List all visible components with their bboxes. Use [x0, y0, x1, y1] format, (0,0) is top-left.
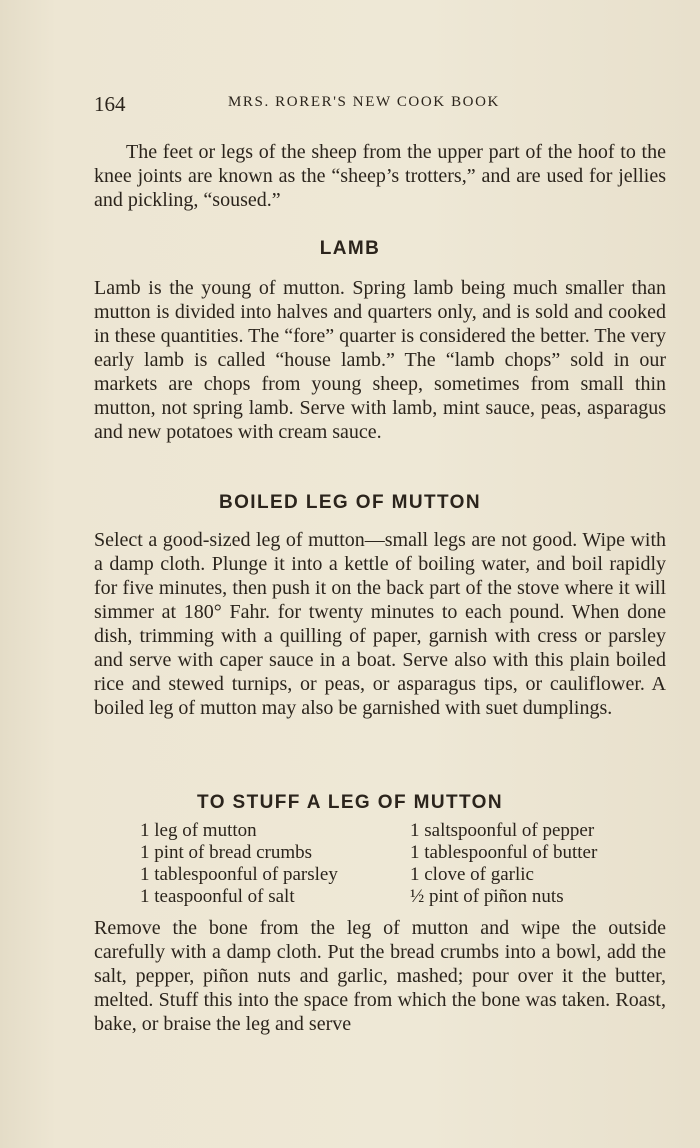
ingredient-item: 1 saltspoonful of pepper [410, 820, 595, 841]
ingredient-item: 1 tablespoonful of parsley [140, 864, 338, 885]
section-heading-boiled-leg: BOILED LEG OF MUTTON [219, 492, 481, 513]
stuff-leg-paragraph: Remove the bone from the leg of mutton and wipe the outside carefully with a damp cloth. Put the bread crumbs into a bowl, add the salt, pepper, piñon nuts and garlic, mashed; pour over it the butter, melted. Stuff this into the space from which the bone was taken. Roast, bake, or braise the leg and serve [94, 917, 666, 1035]
section-heading-stuff-leg: TO STUFF A LEG OF MUTTON [197, 792, 503, 813]
ingredient-item: 1 teaspoonful of salt [140, 886, 295, 907]
section-heading-lamb: LAMB [319, 238, 381, 259]
running-head [94, 92, 564, 116]
page-number: 164 [94, 92, 126, 116]
ingredient-item: 1 leg of mutton [140, 820, 257, 841]
lamb-paragraph-block [94, 276, 666, 444]
boiled-leg-paragraph-block [94, 528, 666, 720]
ingredients-right-column [410, 820, 597, 908]
book-title: MRS. RORER'S NEW COOK BOOK [228, 94, 500, 110]
ingredient-item: 1 pint of bread crumbs [140, 842, 313, 863]
intro-paragraph-block [94, 140, 666, 212]
ingredients-left-column [140, 820, 338, 908]
ingredient-item: 1 tablespoonful of butter [410, 842, 598, 863]
ingredient-item: ½ pint of piñon nuts [410, 886, 564, 907]
lamb-paragraph: Lamb is the young of mutton. Spring lamb being much smaller than mutton is divided into halves and quarters only, and is sold and cooked in these quantities. The “fore” quarter is considered the better. The very early lamb is called “house lamb.” The “lamb chops” sold in our markets are chops from young sheep, sometimes from small thin mutton, not spring lamb. Serve with lamb, mint sauce, peas, asparagus and new potatoes with cream sauce. [94, 277, 666, 443]
intro-paragraph: The feet or legs of the sheep from the upper part of the hoof to the knee joints are known as the “sheep’s trotters,” and are used for jellies and pickling, “soused.” [94, 141, 666, 211]
ingredient-item: 1 clove of garlic [410, 864, 534, 885]
ingredients-list [140, 820, 660, 912]
stuff-leg-paragraph-block [94, 916, 666, 1036]
boiled-leg-paragraph: Select a good-sized leg of mutton—small legs are not good. Wipe with a damp cloth. Plunge it into a kettle of boiling water, and boil rapidly for five minutes, then push it on the back part of the stove where it will simmer at 180° Fahr. for twenty minutes to each pound. When done dish, trimming with a quilling of paper, garnish with cress or parsley and serve with caper sauce in a boat. Serve also with this plain boiled rice and stewed turnips, or peas, or asparagus tips, or cauliflower. A boiled leg of mutton may also be garnished with suet dumplings. [94, 529, 666, 719]
